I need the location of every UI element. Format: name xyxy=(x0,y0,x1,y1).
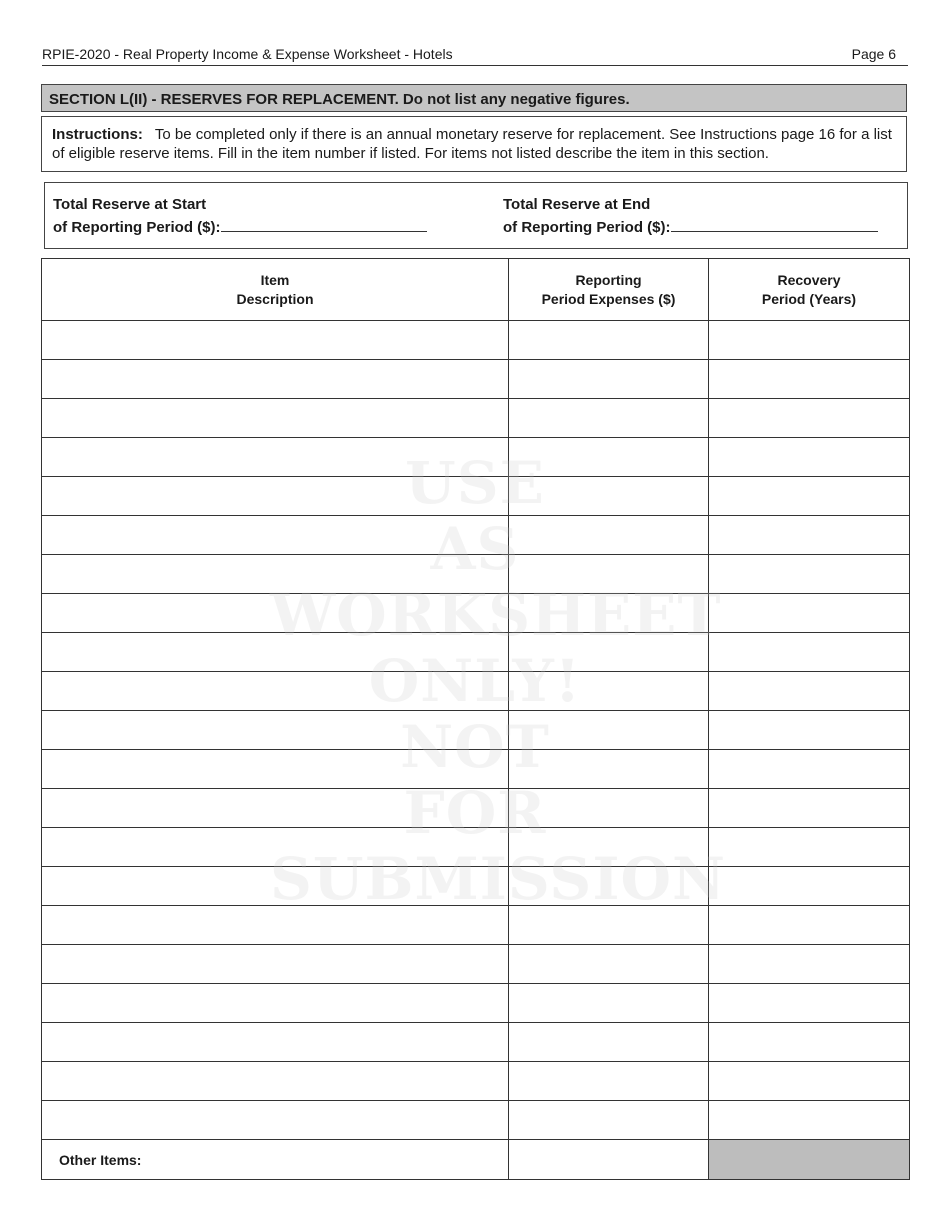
watermark-word: USE xyxy=(405,449,545,517)
table-row xyxy=(42,672,910,711)
recovery-period-cell[interactable] xyxy=(709,516,910,555)
table-row xyxy=(42,399,910,438)
recovery-period-cell[interactable] xyxy=(709,633,910,672)
recovery-period-cell[interactable] xyxy=(709,555,910,594)
item-description-cell[interactable] xyxy=(42,360,509,399)
reserve-end-field[interactable] xyxy=(671,216,878,232)
expense-cell[interactable] xyxy=(509,438,709,477)
recovery-period-cell[interactable] xyxy=(709,789,910,828)
item-description-cell[interactable] xyxy=(42,594,509,633)
item-description-cell[interactable] xyxy=(42,750,509,789)
watermark-word: ONLY! xyxy=(368,647,582,715)
expense-cell[interactable] xyxy=(509,633,709,672)
recovery-period-cell[interactable] xyxy=(709,672,910,711)
watermark-word: AS xyxy=(430,515,520,583)
table-row xyxy=(42,711,910,750)
recovery-period-cell[interactable] xyxy=(709,1101,910,1140)
item-description-cell[interactable] xyxy=(42,789,509,828)
table-header-row xyxy=(42,259,910,321)
table-row xyxy=(42,945,910,984)
table-row xyxy=(42,516,910,555)
item-description-cell[interactable] xyxy=(42,1023,509,1062)
other-items-recovery-cell-shaded xyxy=(709,1140,910,1180)
item-description-cell[interactable] xyxy=(42,828,509,867)
expense-cell[interactable] xyxy=(509,828,709,867)
column-header-recovery-period: Recovery Period (Years) xyxy=(709,259,910,321)
column-header-item-description: Item Description xyxy=(42,259,509,321)
table-row xyxy=(42,633,910,672)
recovery-period-cell[interactable] xyxy=(709,984,910,1023)
recovery-period-cell[interactable] xyxy=(709,399,910,438)
recovery-period-cell[interactable] xyxy=(709,360,910,399)
instructions-text: To be completed only if there is an annual monetary reserve for replacement. See Instructions page 16 for a list of eligible reserve items. Fill in the item number if listed. For items not listed describe the item in this section. xyxy=(52,126,892,162)
watermark-word: FOR xyxy=(403,779,547,847)
item-description-cell[interactable] xyxy=(42,1101,509,1140)
recovery-period-cell[interactable] xyxy=(709,906,910,945)
recovery-period-cell[interactable] xyxy=(709,711,910,750)
instructions-label: Instructions: xyxy=(52,126,143,143)
watermark-word: SUBMISSION xyxy=(270,845,726,913)
item-description-cell[interactable] xyxy=(42,984,509,1023)
form-title: RPIE-2020 - Real Property Income & Expense Worksheet - Hotels xyxy=(42,46,453,62)
section-title-bar: SECTION L(II) - RESERVES FOR REPLACEMENT. Do not list any negative figures. xyxy=(41,84,907,112)
recovery-period-cell[interactable] xyxy=(709,828,910,867)
expense-cell[interactable] xyxy=(509,984,709,1023)
table-row xyxy=(42,360,910,399)
recovery-period-cell[interactable] xyxy=(709,477,910,516)
expense-cell[interactable] xyxy=(509,750,709,789)
item-description-cell[interactable] xyxy=(42,711,509,750)
item-description-cell[interactable] xyxy=(42,516,509,555)
expense-cell[interactable] xyxy=(509,672,709,711)
reserve-start-field[interactable] xyxy=(221,216,427,232)
page-number: Page 6 xyxy=(851,46,896,62)
item-description-cell[interactable] xyxy=(42,867,509,906)
table-row xyxy=(42,1101,910,1140)
table-row xyxy=(42,321,910,360)
item-description-cell[interactable] xyxy=(42,555,509,594)
other-items-expense-cell[interactable] xyxy=(509,1140,709,1180)
item-description-cell[interactable] xyxy=(42,1062,509,1101)
table-row xyxy=(42,984,910,1023)
table-row xyxy=(42,1023,910,1062)
recovery-period-cell[interactable] xyxy=(709,1023,910,1062)
expense-cell[interactable] xyxy=(509,945,709,984)
expense-cell[interactable] xyxy=(509,321,709,360)
expense-cell[interactable] xyxy=(509,1101,709,1140)
reserves-table xyxy=(41,258,910,1180)
column-header-reporting-period-expenses: Reporting Period Expenses ($) xyxy=(509,259,709,321)
instructions-box xyxy=(41,116,907,172)
item-description-cell[interactable] xyxy=(42,672,509,711)
item-description-cell[interactable] xyxy=(42,438,509,477)
expense-cell[interactable] xyxy=(509,399,709,438)
reserve-end-label-line1: Total Reserve at End xyxy=(503,196,651,213)
item-description-cell[interactable] xyxy=(42,321,509,360)
watermark-word: NOT xyxy=(400,713,550,781)
expense-cell[interactable] xyxy=(509,477,709,516)
item-description-cell[interactable] xyxy=(42,633,509,672)
page-header xyxy=(42,46,908,66)
expense-cell[interactable] xyxy=(509,360,709,399)
table-row xyxy=(42,750,910,789)
recovery-period-cell[interactable] xyxy=(709,594,910,633)
reserve-end-label-line2: of Reporting Period ($): xyxy=(503,219,671,236)
expense-cell[interactable] xyxy=(509,516,709,555)
other-items-label: Other Items: xyxy=(42,1140,509,1180)
table-row xyxy=(42,555,910,594)
reserve-end xyxy=(503,194,878,239)
expense-cell[interactable] xyxy=(509,789,709,828)
expense-cell[interactable] xyxy=(509,555,709,594)
reserve-start xyxy=(53,194,427,239)
table-row xyxy=(42,1062,910,1101)
table-row xyxy=(42,594,910,633)
table-row xyxy=(42,789,910,828)
recovery-period-cell[interactable] xyxy=(709,1062,910,1101)
recovery-period-cell[interactable] xyxy=(709,945,910,984)
expense-cell[interactable] xyxy=(509,711,709,750)
expense-cell[interactable] xyxy=(509,867,709,906)
expense-cell[interactable] xyxy=(509,1023,709,1062)
other-items-row xyxy=(42,1140,910,1180)
recovery-period-cell[interactable] xyxy=(709,438,910,477)
item-description-cell[interactable] xyxy=(42,945,509,984)
table-row xyxy=(42,438,910,477)
table-row xyxy=(42,477,910,516)
reserve-start-label-line2: of Reporting Period ($): xyxy=(53,219,221,236)
item-description-cell[interactable] xyxy=(42,399,509,438)
table-row xyxy=(42,828,910,867)
recovery-period-cell[interactable] xyxy=(709,750,910,789)
table-row xyxy=(42,906,910,945)
expense-cell[interactable] xyxy=(509,594,709,633)
recovery-period-cell[interactable] xyxy=(709,867,910,906)
reserve-totals-box xyxy=(44,182,908,249)
table-row xyxy=(42,867,910,906)
recovery-period-cell[interactable] xyxy=(709,321,910,360)
item-description-cell[interactable] xyxy=(42,906,509,945)
reserve-start-label-line1: Total Reserve at Start xyxy=(53,196,207,213)
expense-cell[interactable] xyxy=(509,906,709,945)
watermark-word: WORKSHEET xyxy=(270,581,722,649)
item-description-cell[interactable] xyxy=(42,477,509,516)
expense-cell[interactable] xyxy=(509,1062,709,1101)
